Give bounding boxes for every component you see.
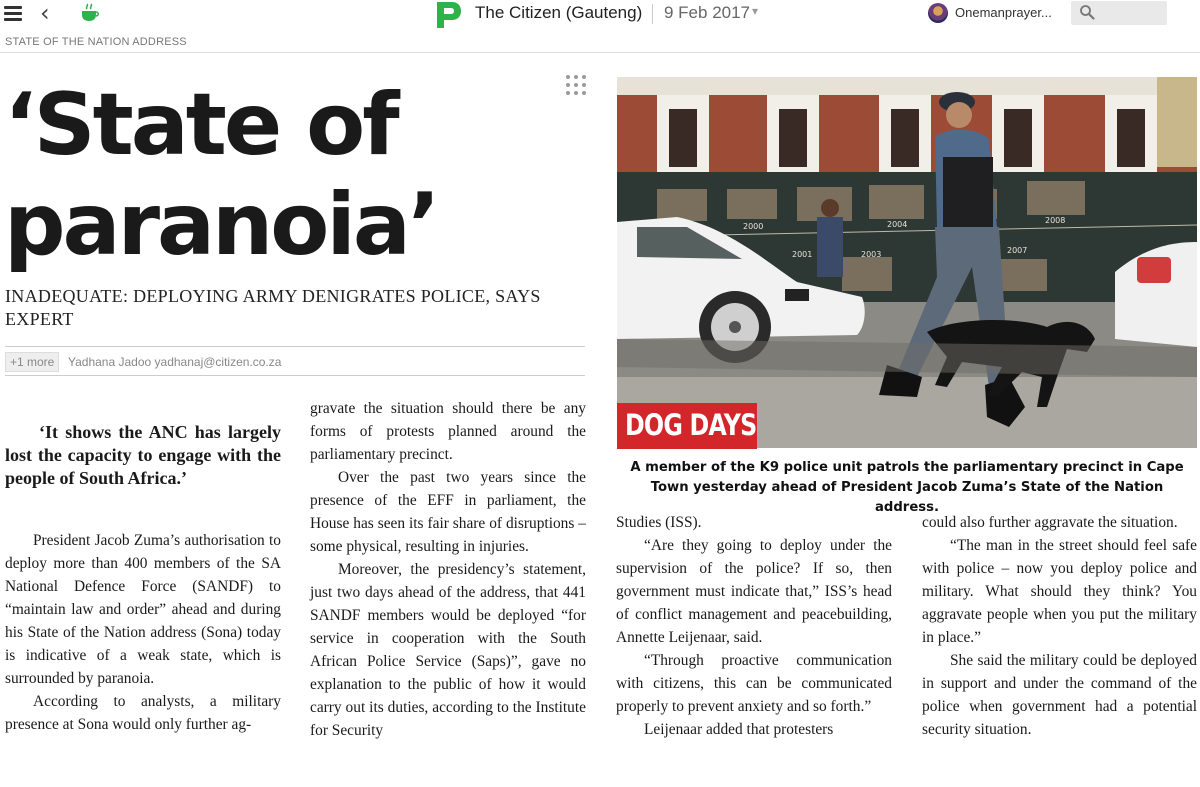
- chevron-down-icon[interactable]: ▾: [752, 4, 759, 18]
- banner-year: 2001: [792, 250, 813, 259]
- headline: [4, 75, 564, 275]
- paragraph: She said the military could be deployed in support and under the command of the police when government had a potential security situation.: [922, 652, 1197, 738]
- byline: Yadhana Jadoo yadhanaj@citizen.co.za: [68, 355, 282, 369]
- toolbar-divider: [652, 4, 653, 24]
- article-column-1: [5, 529, 281, 736]
- paragraph: “Through proactive communication with citizens, this can be communicated properly to prevent anxiety and so forth.”: [616, 652, 892, 715]
- more-authors-button[interactable]: +1 more: [5, 352, 59, 372]
- avatar[interactable]: [928, 3, 948, 23]
- menu-icon[interactable]: [4, 6, 22, 21]
- banner-year: 2004: [887, 220, 908, 229]
- photo-tag-text: DOG DAYS: [625, 408, 757, 442]
- headline-line-2: paranoia’: [4, 175, 438, 275]
- banner-year: 2007: [1007, 246, 1028, 255]
- back-icon[interactable]: ‹: [40, 0, 50, 27]
- banner-year: 2000: [743, 222, 764, 231]
- paragraph: could also further aggravate the situation.: [922, 514, 1178, 531]
- paragraph: gravate the situation should there be any forms of protests planned around the parliamentary precinct.: [310, 400, 586, 463]
- photo-tag: [617, 403, 757, 449]
- search-input[interactable]: [1071, 1, 1167, 25]
- paragraph: “Are they going to deploy under the supervision of the police? If so, then government must indicate that,” ISS’s head of conflict management and peacebuilding, Annette Leijenaar, said.: [616, 537, 892, 646]
- article-photo[interactable]: [617, 77, 1197, 448]
- subheadline: INADEQUATE: DEPLOYING ARMY DENIGRATES POLICE, SAYS EXPERT: [5, 286, 541, 329]
- paragraph: According to analysts, a military presence at Sona would only further ag-: [5, 693, 281, 733]
- publication-title[interactable]: The Citizen (Gauteng): [475, 3, 643, 22]
- paragraph: Studies (ISS).: [616, 514, 702, 531]
- pressreader-logo-icon[interactable]: [433, 0, 463, 30]
- paragraph: Moreover, the presidency’s statement, just two days ahead of the address, that 441 SANDF members would be deployed “for service in cooperation with the South African Police Service (Saps)”, gave no explanation to the public of how it would carry out its duties, according to the Institute for Security: [310, 561, 586, 739]
- pull-quote: ‘It shows the ANC has largely lost the capacity to engage with the people of South Africa.’: [5, 422, 281, 488]
- article-column-3: [616, 511, 892, 741]
- username[interactable]: Onemanprayer...: [955, 5, 1052, 20]
- paragraph: President Jacob Zuma’s authorisation to deploy more than 400 members of the SA National Defence Force (SANDF) to “maintain law and order” ahead and during his State of the Nation address (Sona) today is indicative of a weak state, which is surrounded by paranoia.: [5, 532, 281, 687]
- search-icon[interactable]: [1079, 4, 1095, 20]
- article-column-2: [310, 397, 586, 742]
- banner-year: 2003: [861, 250, 882, 259]
- tea-cup-icon[interactable]: [80, 3, 100, 23]
- issue-date[interactable]: 9 Feb 2017: [664, 3, 751, 22]
- byline-divider: [5, 346, 585, 347]
- section-label: STATE OF THE NATION ADDRESS: [5, 36, 187, 48]
- drag-handle-icon[interactable]: [565, 74, 587, 96]
- banner-year: 2008: [1045, 216, 1066, 225]
- paragraph: “The man in the street should feel safe with police – now you deploy police and military. What should they think? You aggravate people when you put the military in place.”: [922, 537, 1197, 646]
- paragraph: Leijenaar added that protesters: [644, 721, 834, 738]
- headline-line-1: ‘State of: [4, 75, 397, 175]
- article-column-4: [922, 511, 1197, 741]
- section-divider: [0, 52, 1200, 53]
- photo-caption: A member of the K9 police unit patrols the parliamentary precinct in Cape Town yesterday ahead of President Jacob Zuma’s State of the Nation address.: [630, 460, 1184, 515]
- byline-divider-bottom: [5, 375, 585, 376]
- top-toolbar: [0, 0, 1200, 28]
- paragraph: Over the past two years since the presence of the EFF in parliament, the House has seen its fair share of disruptions – some physical, resulting in injuries.: [310, 469, 586, 555]
